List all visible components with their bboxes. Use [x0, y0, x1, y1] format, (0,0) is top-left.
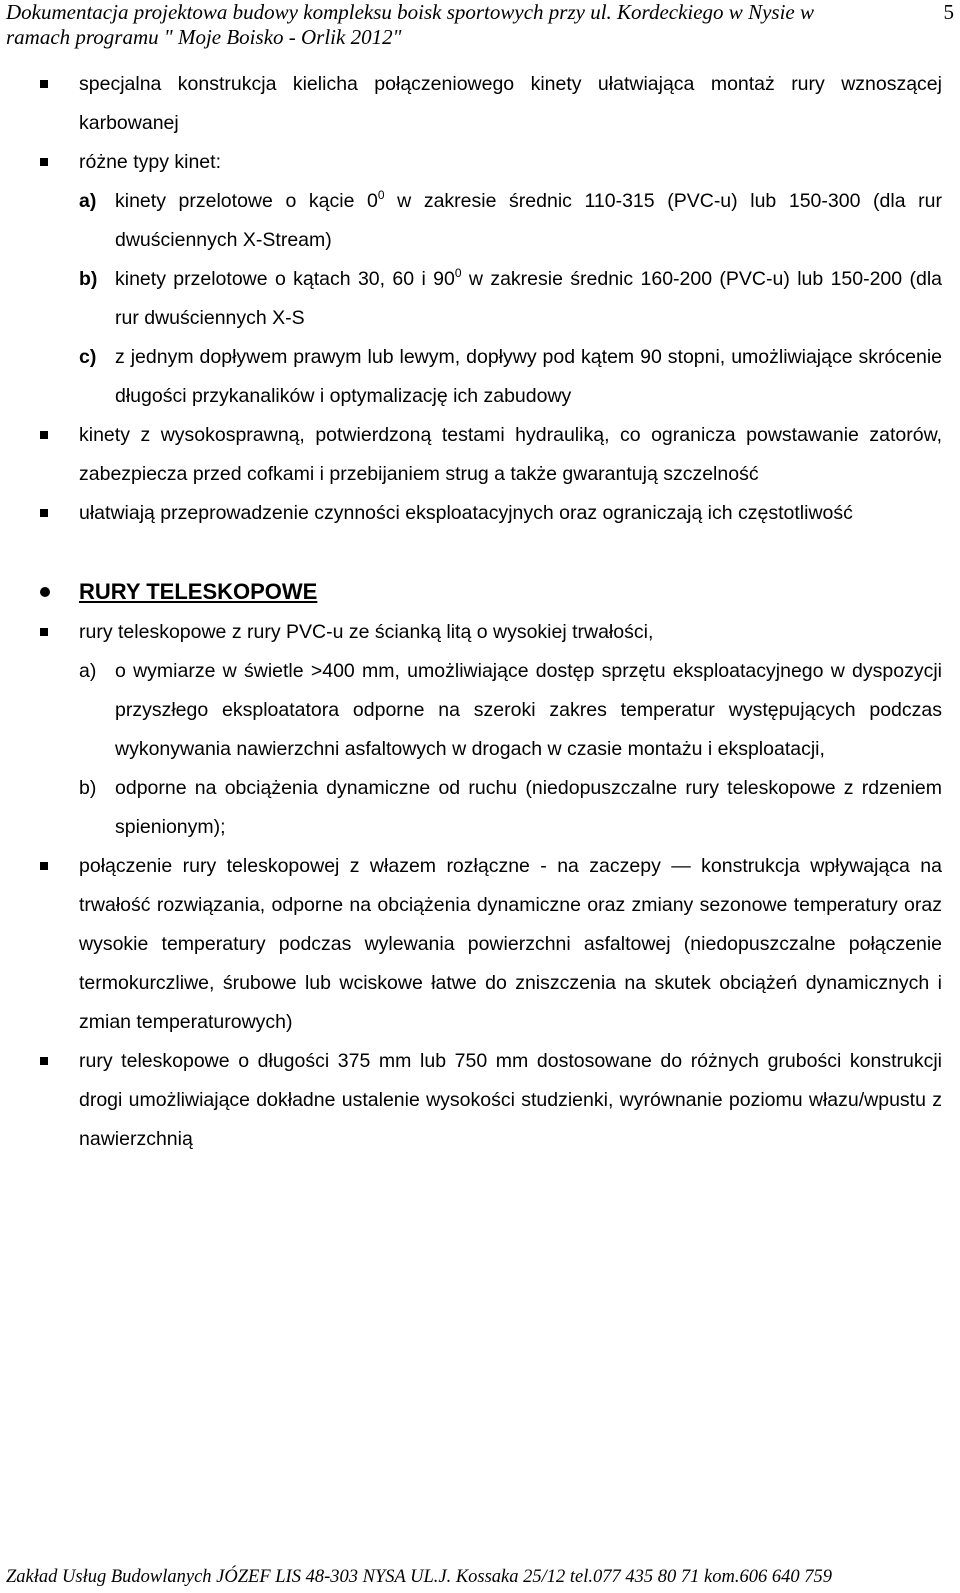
sub-list-item: [38, 769, 942, 847]
list-item: [38, 65, 942, 143]
list-item-text: kinety z wysokosprawną, potwierdzoną testami hydrauliką, co ogranicza powstawanie zatorów, zabezpiecza przed cofkami i przebijaniem strug a także gwarantują szczelność: [79, 424, 942, 485]
list-item: [38, 494, 942, 533]
sub-item-text: odporne na obciążenia dynamiczne od ruchu (niedopuszczalne rury teleskopowe z rdzeniem spienionym);: [115, 777, 942, 838]
list-item-text: specjalna konstrukcja kielicha połączeniowego kinety ułatwiająca montaż rury wznoszącej karbowanej: [79, 73, 942, 134]
header-title-line1: Dokumentacja projektowa budowy kompleksu boisk sportowych przy ul. Kordeckiego w Nysie w: [6, 0, 814, 24]
list-item: [38, 143, 942, 182]
square-bullet-icon: [40, 509, 48, 517]
sub-item-text: kinety przelotowe o kątach 30, 60 i $90^0$ w zakresie średnic 160-200 (PVC-u) lub 150-200 (dla rur dwuściennych X-S: [115, 266, 942, 329]
sub-item-marker: a): [79, 660, 97, 682]
sub-item-marker: c): [79, 346, 97, 368]
list-item: [38, 613, 942, 652]
square-bullet-icon: [40, 1057, 48, 1065]
square-bullet-icon: [40, 80, 48, 88]
square-bullet-icon: [40, 431, 48, 439]
list-item-text: różne typy kinet:: [79, 151, 221, 173]
section-heading: RURY TELESKOPOWE: [79, 579, 318, 604]
sub-item-text: kinety przelotowe o kącie $0^0$ w zakresie średnic 110-315 (PVC-u) lub 150-300 (dla rur dwuściennych X-Stream): [115, 188, 942, 251]
superscript: 0: [454, 266, 462, 280]
list-item-text: rury teleskopowe o długości 375 mm lub 750 mm dostosowane do różnych grubości konstrukcji drogi umożliwiające dokładne ustalenie wysokości studzienki, wyrównanie poziomu włazu/wpustu z nawierzchnią: [79, 1050, 942, 1150]
list-item-text: połączenie rury teleskopowej z włazem rozłączne - na zaczepy — konstrukcja wpływająca na trwałość rozwiązania, odporne na obciążenia dynamiczne oraz zmiany sezonowe temperatury oraz wysokie temperatury podczas wylewania powierzchni asfaltowej (niedopuszczalne połączenie termokurczliwe, śrubowe lub wciskowe łatwe do zniszczenia na skutek obciążeń dynamicznych i zmian temperaturowych): [79, 855, 942, 1033]
section-heading-item: [38, 572, 942, 613]
page-number: 5: [943, 0, 954, 24]
list-item-text: ułatwiają przeprowadzenie czynności eksploatacyjnych oraz ograniczają ich częstotliwość: [79, 502, 853, 524]
square-bullet-icon: [40, 862, 48, 870]
sub-item-marker: b): [79, 777, 97, 799]
spacer: [38, 533, 942, 572]
list-item: [38, 416, 942, 494]
sub-list-item: [38, 260, 942, 338]
list-item: [38, 1042, 942, 1159]
superscript: 0: [377, 188, 385, 202]
document-body: [38, 65, 942, 1159]
page-header: [6, 0, 954, 50]
list-item: [38, 847, 942, 1042]
square-bullet-icon: [40, 158, 48, 166]
square-bullet-icon: [40, 628, 48, 636]
header-title-line2: ramach programu " Moje Boisko - Orlik 2012": [6, 25, 402, 49]
sub-item-text: o wymiarze w świetle >400 mm, umożliwiające dostęp sprzętu eksploatacyjnego w dyspozycji przyszłego eksploatatora odporne na szeroki zakres temperatur występujących podczas wykonywania nawierzchni asfaltowych w drogach w czasie montażu i eksploatacji,: [115, 660, 942, 760]
round-bullet-icon: [40, 587, 50, 597]
sub-item-text: z jednym dopływem prawym lub lewym, dopływy pod kątem 90 stopni, umożliwiające skrócenie długości przykanalików i optymalizację ich zabudowy: [115, 346, 942, 407]
sub-item-marker: a): [79, 190, 97, 212]
sub-list-item: [38, 182, 942, 260]
list-item-text: rury teleskopowe z rury PVC-u ze ścianką litą o wysokiej trwałości,: [79, 621, 654, 643]
sub-list-item: [38, 652, 942, 769]
sub-list-item: [38, 338, 942, 416]
page-footer: Zakład Usług Budowlanych JÓZEF LIS 48-303 NYSA UL.J. Kossaka 25/12 tel.077 435 80 71 kom.606 640 759: [6, 1567, 832, 1587]
sub-item-marker: b): [79, 268, 98, 290]
